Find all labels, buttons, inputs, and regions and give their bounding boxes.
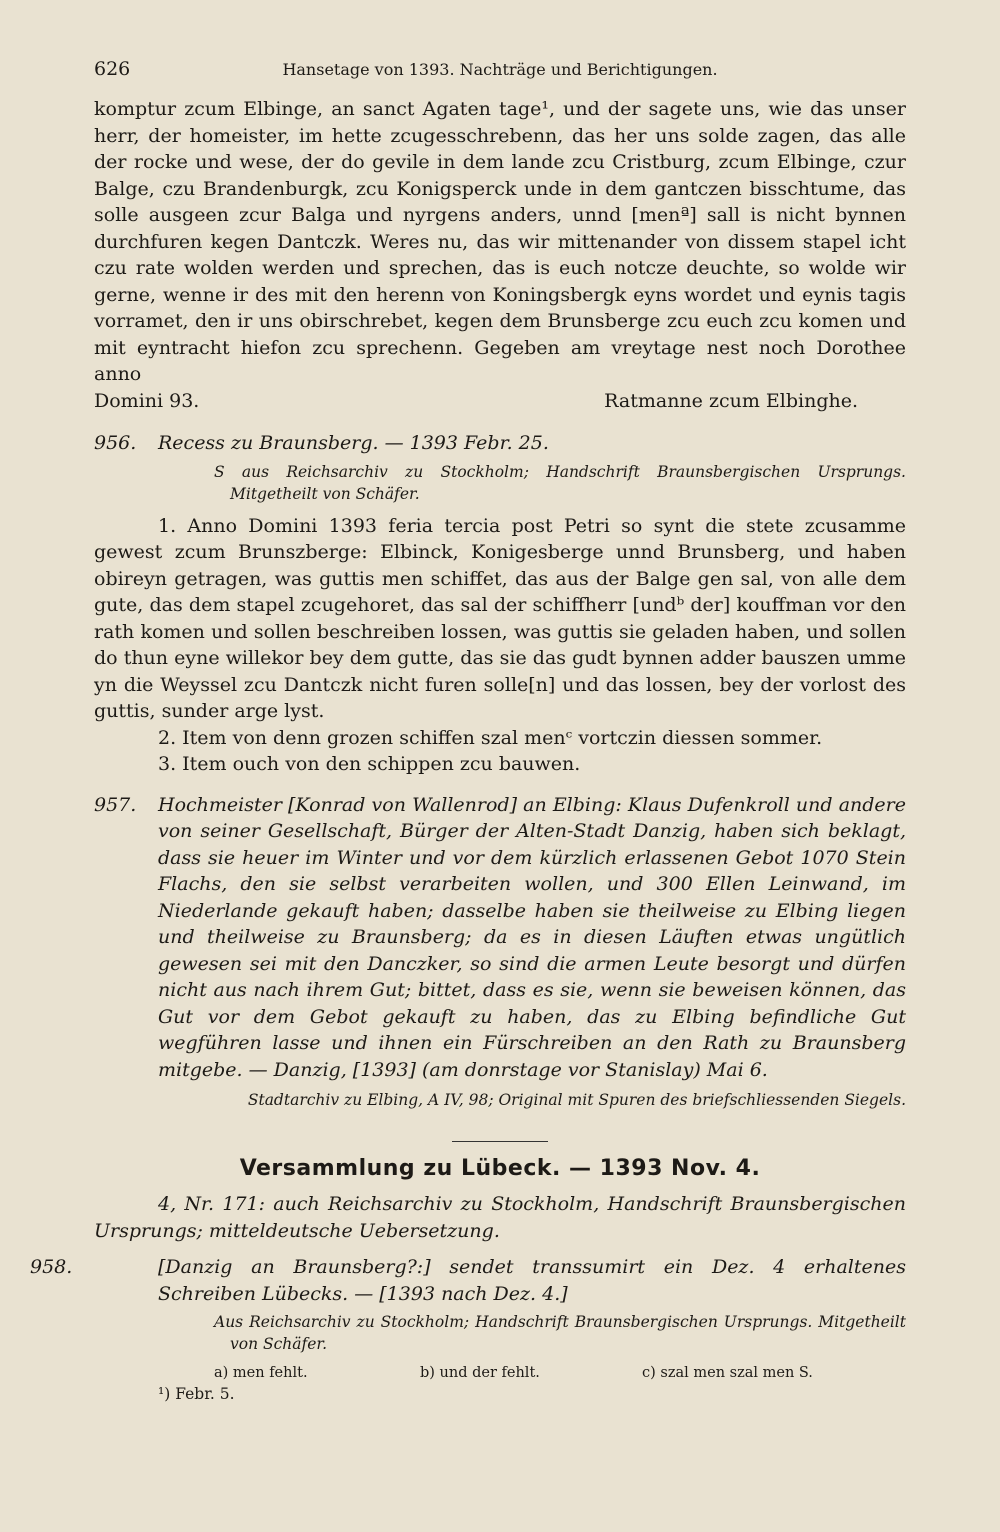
page-content [30, 96, 906, 1403]
entry-source: S aus Reichsarchiv zu Stockholm; Handschrift Braunsbergischen Ursprungs. Mitgetheilt von Schäfer. [214, 462, 906, 503]
footnote-1: ¹) Febr. 5. [158, 1385, 235, 1403]
section-note: 4, Nr. 171: auch Reichsarchiv zu Stockholm, Handschrift Braunsbergischen Ursprungs; mitteldeutsche Uebersetzung. [94, 1193, 906, 1242]
intro-closing [94, 388, 906, 415]
entry-number: 956. [94, 432, 137, 454]
entry-text [94, 792, 906, 1084]
section-title: Versammlung zu Lübeck. — 1393 Nov. 4. [239, 1156, 761, 1181]
entry-957 [94, 792, 906, 1084]
footnote-c: c) szal men szal men S. [642, 1365, 813, 1381]
entry-958 [30, 1254, 906, 1307]
entry-body: [Danzig an Braunsberg?:] sendet transsumirt ein Dez. 4 erhaltenes Schreiben Lübecks. — [1393 nach Dez. 4.] [158, 1256, 906, 1305]
entry-number: 958. [30, 1256, 73, 1278]
entry-956 [94, 430, 906, 457]
page-header [94, 58, 906, 88]
entry-item-3: 3. Item ouch von den schippen zcu bauwen. [158, 753, 581, 775]
running-title: Hansetage von 1393. Nachträge und Berichtigungen. [282, 60, 718, 79]
entry-title: Recess zu Braunsberg. — 1393 Febr. 25. [158, 432, 549, 454]
section-divider [452, 1141, 548, 1142]
entry-source: Stadtarchiv zu Elbing, A IV, 98; Original mit Spuren des briefschliessenden Siegels. [247, 1091, 906, 1109]
entry-item-2: 2. Item von denn grozen schiffen szal menᶜ vortczin diessen sommer. [158, 726, 823, 749]
entry-source: Aus Reichsarchiv zu Stockholm; Handschrift Braunsbergischen Ursprungs. Mitgetheilt von Schäfer. [214, 1313, 906, 1353]
intro-paragraph: komptur zcum Elbinge, an sanct Agaten tage¹, und der sagete uns, wie das unser herr, der homeister, im hette zcugesschrebenn, das her uns solde zagen, das alle der rocke und wese, der do gevile in dem lande zcu Cristburg, zcum Elbinge, czur Balge, czu Brandenburgk, zcu Konigsperck unde in dem gantczen bisschtume, das solle ausgeen zcur Balga und nyrgens anders, unnd [menª] sall is nicht bynnen durchfuren kegen Dantczk. Weres nu, das wir mittenander von dissem stapel icht czu rate wolden werden und sprechen, das is euch notcze deuchte, so wolde wir gerne, wenne ir des mit den herenn von Koningsbergk eyns wordet und eynis tagis vorramet, den ir uns obirschrebet, kegen dem Brunsberge zcu euch zcu komen und mit eyntracht hiefon zcu sprechenn. Gegeben am vreytage nest noch Dorothee anno [94, 98, 906, 385]
critical-notes [94, 1365, 906, 1381]
footnote-a: a) men fehlt. [214, 1365, 308, 1381]
closing-date: Domini 93. [94, 389, 200, 412]
entry-number: 957. [94, 793, 137, 816]
entry-body: Hochmeister [Konrad von Wallenrod] an Elbing: Klaus Dufenkroll und andere von seiner Gesellschaft, Bürger der Alten-Stadt Danzig, haben sich beklagt, dass sie heuer im Winter und vor dem kürzlich erlassenen Gebot 1070 Stein Flachs, den sie selbst verarbeiten wollen, und 300 Ellen Leinwand, im Niederlande gekauft haben; dasselbe haben sie theilweise zu Elbing liegen und theilweise zu Braunsberg; da es in diesen Läuften etwas ungütlich gewesen sei mit den Danczker, so sind die armen Leute besorgt und dürfen nicht aus nach ihrem Gut; bittet, dass es sie, wenn sie beweisen können, das Gut vor dem Gebot gekauft zu haben, das zu Elbing befindliche Gut wegführen lasse und ihnen ein Fürschreiben an den Rath zu Braunsberg mitgebe. — Danzig, [1393] (am donrstage vor Stanislay) Mai 6. [158, 793, 906, 1081]
entry-item-1: 1. Anno Domini 1393 feria tercia post Petri so synt die stete zcusamme gewest zcum Brunszberge: Elbinck, Konigesberge unnd Brunsberg, und haben obireyn getragen, was guttis men schiffet, das aus der Balge gen sal, von alle dem gute, das dem stapel zcugehoret, das sal der schiffherr [undᵇ der] kouffman vor den rath komen und sollen beschreiben lossen, was guttis sie geladen haben, und sollen do thun eyne willekor bey dem gutte, das sie das gudt bynnen adder bauszen umme yn die Weyssel zcu Dantczk nicht furen solle[n] und das lossen, bey der vorlost des guttis, sunder arge lyst. [94, 514, 906, 722]
entry-text [30, 1254, 906, 1307]
footnote-b: b) und der fehlt. [420, 1365, 540, 1381]
page-number: 626 [94, 58, 131, 80]
closing-signature: Ratmanne zcum Elbinghe. [604, 389, 858, 412]
